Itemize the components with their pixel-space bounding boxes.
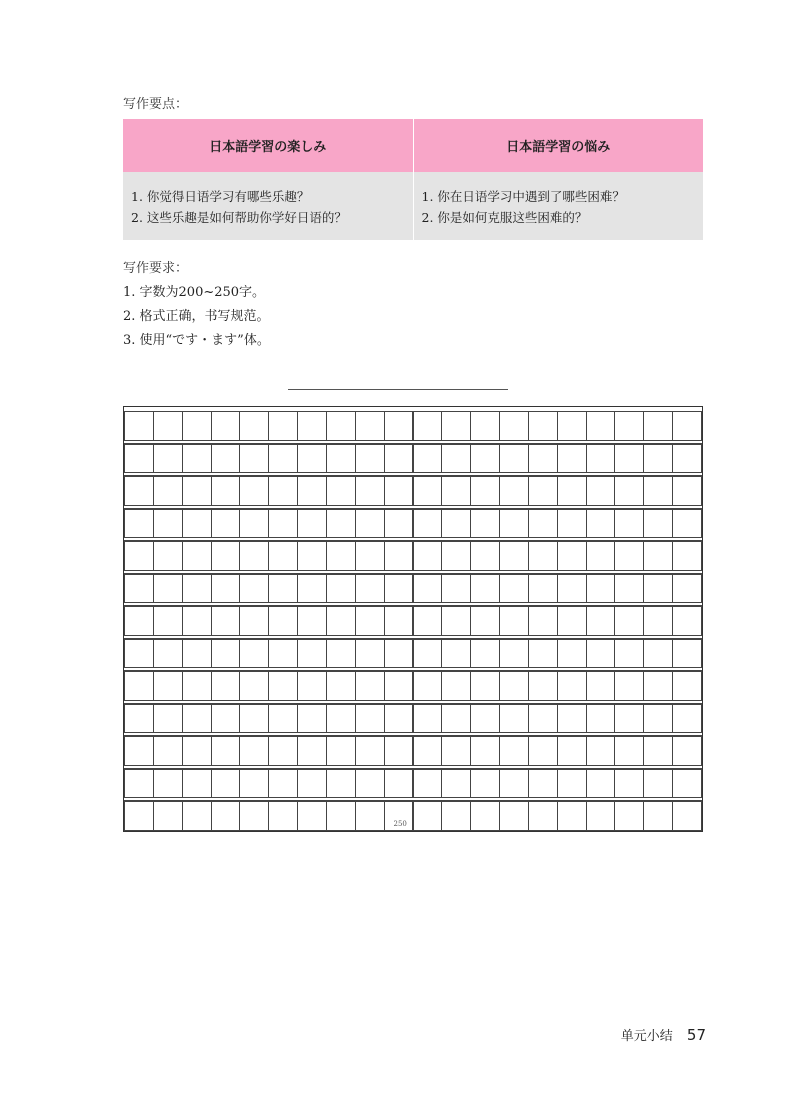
grid-cell[interactable] [355, 639, 385, 669]
grid-cell[interactable] [470, 411, 500, 441]
question-item: 1. 你觉得日语学习有哪些乐趣？ [131, 189, 310, 204]
grid-cell[interactable] [268, 639, 298, 669]
grid-cell[interactable] [586, 574, 616, 604]
grid-cell[interactable] [528, 606, 558, 636]
grid-cell[interactable] [413, 509, 443, 539]
grid-cell[interactable] [182, 606, 212, 636]
grid-cell[interactable] [355, 541, 385, 571]
grid-cell[interactable] [470, 606, 500, 636]
grid-cell[interactable] [297, 639, 327, 669]
troubles-questions [413, 172, 703, 240]
grid-cell[interactable] [355, 444, 385, 474]
grid-cell[interactable] [297, 509, 327, 539]
grid-cell[interactable] [470, 704, 500, 734]
grid-cell[interactable] [326, 769, 356, 799]
grid-cell[interactable] [124, 509, 154, 539]
requirement-item: 1. 字数为200~250字。 [123, 285, 266, 300]
grid-cell[interactable] [124, 639, 154, 669]
grid-cell[interactable] [355, 606, 385, 636]
grid-cell[interactable] [413, 606, 443, 636]
requirement-item: 3. 使用“です・ます”体。 [123, 333, 270, 348]
grid-cell[interactable] [557, 639, 587, 669]
grid-cell[interactable] [557, 801, 587, 831]
grid-cell[interactable] [586, 541, 616, 571]
grid-cell[interactable] [672, 671, 702, 701]
grid-cell[interactable] [211, 801, 241, 831]
grid-cell[interactable] [268, 476, 298, 506]
grid-cell[interactable] [499, 444, 529, 474]
grid-cell[interactable] [499, 411, 529, 441]
grid-cell[interactable] [614, 411, 644, 441]
grid-cell[interactable] [211, 639, 241, 669]
grid-cell[interactable] [153, 509, 183, 539]
writing-points-label: 写作要点： [123, 97, 189, 112]
writing-requirements-label: 写作要求： [123, 261, 189, 276]
grid-cell[interactable] [326, 574, 356, 604]
grid-cell[interactable] [614, 476, 644, 506]
grid-cell[interactable] [326, 801, 356, 831]
grid-cell[interactable] [470, 801, 500, 831]
question-item: 1. 你在日语学习中遇到了哪些困难？ [421, 189, 625, 204]
grid-cell[interactable] [211, 541, 241, 571]
grid-cell[interactable] [672, 736, 702, 766]
grid-cell[interactable] [672, 444, 702, 474]
grid-cell[interactable] [643, 606, 673, 636]
grid-cell[interactable] [153, 639, 183, 669]
grid-cell[interactable] [297, 606, 327, 636]
grid-cell[interactable] [528, 769, 558, 799]
section-name: 单元小结 [620, 1029, 673, 1044]
grid-cell[interactable] [182, 444, 212, 474]
grid-cell[interactable] [211, 671, 241, 701]
grid-cell[interactable] [239, 411, 269, 441]
grid-cell[interactable] [153, 606, 183, 636]
grid-cell[interactable] [672, 541, 702, 571]
grid-cell[interactable] [182, 574, 212, 604]
grid-cell[interactable] [297, 541, 327, 571]
grid-cell[interactable] [557, 444, 587, 474]
page-number: 57 [686, 1026, 706, 1044]
grid-cell[interactable] [614, 769, 644, 799]
grid-cell[interactable] [211, 476, 241, 506]
grid-cell[interactable] [441, 704, 471, 734]
grid-cell[interactable] [326, 541, 356, 571]
grid-cell[interactable] [268, 444, 298, 474]
grid-cell[interactable] [528, 509, 558, 539]
grid-cell[interactable] [153, 574, 183, 604]
char-count-marker: 250 [393, 820, 407, 828]
grid-cell[interactable] [557, 606, 587, 636]
grid-cell[interactable] [413, 769, 443, 799]
grid-cell[interactable] [672, 411, 702, 441]
grid-cell[interactable] [297, 671, 327, 701]
grid-cell[interactable] [614, 509, 644, 539]
grid-cell[interactable] [643, 736, 673, 766]
grid-cell[interactable] [182, 411, 212, 441]
grid-cell[interactable] [441, 509, 471, 539]
grid-cell[interactable] [182, 671, 212, 701]
grid-cell[interactable] [557, 476, 587, 506]
grid-cell[interactable] [124, 671, 154, 701]
grid-cell[interactable] [557, 769, 587, 799]
grid-cell[interactable] [528, 574, 558, 604]
grid-cell[interactable] [672, 509, 702, 539]
grid-cell[interactable] [153, 801, 183, 831]
grid-cell[interactable] [268, 769, 298, 799]
grid-cell[interactable] [268, 736, 298, 766]
grid-cell[interactable] [470, 541, 500, 571]
grid-cell[interactable] [268, 606, 298, 636]
grid-cell[interactable] [182, 736, 212, 766]
grid-cell[interactable] [413, 671, 443, 701]
grid-cell[interactable] [614, 444, 644, 474]
grid-cell[interactable] [355, 769, 385, 799]
grid-cell[interactable] [470, 444, 500, 474]
grid-cell[interactable] [297, 444, 327, 474]
grid-cell[interactable] [614, 671, 644, 701]
grid-cell[interactable] [499, 509, 529, 539]
grid-cell[interactable] [441, 574, 471, 604]
grid-cell[interactable] [614, 736, 644, 766]
grid-cell[interactable] [268, 411, 298, 441]
grid-cell[interactable] [586, 801, 616, 831]
grid-cell[interactable] [384, 574, 414, 604]
grid-cell[interactable] [384, 769, 414, 799]
grid-cell[interactable] [182, 541, 212, 571]
grid-cell[interactable] [211, 736, 241, 766]
grid-cell[interactable] [153, 736, 183, 766]
grid-cell[interactable] [182, 509, 212, 539]
grid-cell[interactable] [297, 736, 327, 766]
grid-cell[interactable] [384, 704, 414, 734]
grid-cell[interactable] [499, 606, 529, 636]
grid-cell[interactable] [384, 444, 414, 474]
grid-cell[interactable] [384, 476, 414, 506]
composition-grid[interactable] [123, 406, 703, 832]
grid-cell[interactable] [355, 704, 385, 734]
grid-cell[interactable] [326, 411, 356, 441]
grid-cell[interactable] [413, 444, 443, 474]
grid-cell[interactable] [557, 411, 587, 441]
question-item: 2. 你是如何克服这些困难的？ [421, 210, 588, 225]
grid-cell[interactable] [384, 541, 414, 571]
grid-cell[interactable] [643, 801, 673, 831]
enjoyment-questions [123, 172, 413, 240]
grid-cell[interactable] [614, 606, 644, 636]
grid-cell[interactable] [239, 476, 269, 506]
grid-cell[interactable] [211, 574, 241, 604]
grid-cell[interactable] [413, 574, 443, 604]
grid-cell[interactable] [643, 574, 673, 604]
grid-cell[interactable] [182, 801, 212, 831]
grid-cell[interactable] [182, 769, 212, 799]
grid-cell[interactable] [239, 574, 269, 604]
grid-cell[interactable] [211, 444, 241, 474]
grid-cell[interactable] [413, 639, 443, 669]
grid-cell[interactable] [124, 444, 154, 474]
grid-cell[interactable] [124, 769, 154, 799]
grid-cell[interactable] [470, 639, 500, 669]
grid-cell[interactable] [297, 411, 327, 441]
grid-cell[interactable] [499, 476, 529, 506]
grid-cell[interactable] [239, 801, 269, 831]
grid-cell[interactable] [643, 704, 673, 734]
grid-cell[interactable] [528, 704, 558, 734]
grid-cell[interactable] [182, 704, 212, 734]
grid-cell[interactable] [470, 574, 500, 604]
grid-cell[interactable] [124, 411, 154, 441]
grid-cell[interactable] [528, 736, 558, 766]
grid-cell[interactable] [211, 606, 241, 636]
grid-cell[interactable] [499, 639, 529, 669]
grid-cell[interactable] [384, 671, 414, 701]
grid-cell[interactable] [586, 769, 616, 799]
grid-cell[interactable] [441, 541, 471, 571]
grid-cell[interactable] [124, 574, 154, 604]
grid-cell[interactable] [586, 606, 616, 636]
grid-cell[interactable] [528, 639, 558, 669]
grid-cell[interactable] [384, 606, 414, 636]
grid-cell[interactable] [528, 801, 558, 831]
grid-cell[interactable] [297, 704, 327, 734]
grid-cell[interactable] [355, 476, 385, 506]
grid-cell[interactable] [297, 769, 327, 799]
page-footer [0, 1025, 706, 1044]
grid-cell[interactable] [586, 509, 616, 539]
grid-cell[interactable] [211, 411, 241, 441]
grid-cell[interactable] [355, 801, 385, 831]
grid-cell[interactable] [441, 476, 471, 506]
grid-cell[interactable] [355, 509, 385, 539]
grid-cell[interactable] [326, 444, 356, 474]
grid-cell[interactable] [326, 639, 356, 669]
grid-cell[interactable] [614, 639, 644, 669]
grid-cell[interactable] [643, 639, 673, 669]
grid-cell[interactable] [153, 444, 183, 474]
grid-cell[interactable] [326, 509, 356, 539]
grid-cell[interactable] [413, 541, 443, 571]
grid-cell[interactable] [239, 541, 269, 571]
grid-cell[interactable] [499, 736, 529, 766]
grid-cell[interactable] [268, 509, 298, 539]
grid-cell[interactable] [499, 671, 529, 701]
grid-cell[interactable] [441, 801, 471, 831]
grid-cell[interactable] [672, 574, 702, 604]
grid-cell[interactable] [384, 639, 414, 669]
grid-cell[interactable] [643, 769, 673, 799]
grid-cell[interactable] [672, 801, 702, 831]
column-heading-enjoyment: 日本語学習の楽しみ [123, 119, 413, 172]
grid-cell[interactable] [211, 509, 241, 539]
grid-cell[interactable] [326, 476, 356, 506]
grid-cell[interactable] [326, 704, 356, 734]
grid-cell[interactable] [239, 736, 269, 766]
grid-cell[interactable] [211, 769, 241, 799]
grid-cell[interactable] [326, 736, 356, 766]
grid-cell[interactable] [124, 704, 154, 734]
grid-cell[interactable] [586, 639, 616, 669]
grid-cell[interactable] [672, 606, 702, 636]
grid-cell[interactable] [124, 541, 154, 571]
grid-cell[interactable] [268, 671, 298, 701]
grid-cell[interactable] [499, 769, 529, 799]
grid-cell[interactable] [355, 736, 385, 766]
grid-cell[interactable] [614, 704, 644, 734]
grid-cell[interactable] [470, 769, 500, 799]
grid-cell[interactable] [528, 411, 558, 441]
grid-cell[interactable] [557, 541, 587, 571]
grid-cell[interactable] [268, 574, 298, 604]
grid-cell[interactable] [239, 769, 269, 799]
grid-cell[interactable] [672, 476, 702, 506]
question-item: 2. 这些乐趣是如何帮助你学好日语的？ [131, 210, 347, 225]
grid-cell[interactable] [355, 574, 385, 604]
column-heading-troubles: 日本語学習の悩み [413, 119, 703, 172]
grid-cell[interactable] [384, 509, 414, 539]
grid-cell[interactable] [528, 476, 558, 506]
grid-cell[interactable] [643, 411, 673, 441]
grid-cell[interactable] [153, 769, 183, 799]
grid-cell[interactable] [586, 704, 616, 734]
grid-cell[interactable] [614, 541, 644, 571]
grid-cell[interactable] [153, 476, 183, 506]
grid-cell[interactable] [557, 704, 587, 734]
grid-cell[interactable] [643, 541, 673, 571]
grid-cell[interactable] [297, 476, 327, 506]
grid-cell[interactable] [557, 509, 587, 539]
grid-cell[interactable] [441, 639, 471, 669]
grid-cell[interactable] [441, 444, 471, 474]
grid-cell[interactable] [528, 541, 558, 571]
grid-cell[interactable] [413, 411, 443, 441]
grid-cell[interactable] [326, 671, 356, 701]
grid-cell[interactable] [413, 704, 443, 734]
grid-cell[interactable] [124, 606, 154, 636]
grid-cell[interactable] [672, 769, 702, 799]
grid-cell[interactable] [672, 639, 702, 669]
grid-cell[interactable] [586, 444, 616, 474]
requirements-list [123, 281, 270, 353]
grid-cell[interactable] [239, 509, 269, 539]
grid-cell[interactable] [297, 574, 327, 604]
grid-cell[interactable] [470, 671, 500, 701]
essay-title-line[interactable] [288, 389, 508, 390]
grid-cell[interactable] [470, 509, 500, 539]
grid-cell[interactable] [182, 639, 212, 669]
grid-cell[interactable] [239, 704, 269, 734]
grid-cell[interactable] [355, 411, 385, 441]
grid-cell[interactable] [643, 671, 673, 701]
grid-cell[interactable] [239, 639, 269, 669]
grid-cell[interactable] [499, 801, 529, 831]
grid-cell[interactable] [297, 801, 327, 831]
grid-cell[interactable] [153, 541, 183, 571]
grid-cell[interactable] [586, 736, 616, 766]
grid-cell[interactable] [586, 411, 616, 441]
grid-cell[interactable] [557, 671, 587, 701]
grid-cell[interactable] [268, 704, 298, 734]
grid-cell[interactable] [528, 671, 558, 701]
grid-cell[interactable] [355, 671, 385, 701]
grid-cell[interactable] [643, 476, 673, 506]
grid-cell[interactable] [124, 476, 154, 506]
grid-cell[interactable] [643, 509, 673, 539]
grid-cell[interactable] [239, 606, 269, 636]
grid-cell[interactable] [153, 671, 183, 701]
grid-cell[interactable] [499, 574, 529, 604]
grid-cell[interactable] [124, 801, 154, 831]
grid-cell[interactable] [211, 704, 241, 734]
grid-cell[interactable] [268, 801, 298, 831]
grid-cell[interactable] [441, 671, 471, 701]
grid-cell[interactable] [153, 411, 183, 441]
grid-cell[interactable] [239, 671, 269, 701]
grid-cell[interactable] [557, 574, 587, 604]
grid-cell[interactable] [586, 476, 616, 506]
grid-cell[interactable] [182, 476, 212, 506]
grid-cell[interactable] [614, 801, 644, 831]
grid-cell[interactable] [441, 411, 471, 441]
writing-points-table [123, 119, 703, 240]
grid-cell[interactable] [413, 476, 443, 506]
grid-cell[interactable] [586, 671, 616, 701]
grid-cell[interactable] [441, 736, 471, 766]
grid-cell[interactable] [384, 736, 414, 766]
grid-cell[interactable] [268, 541, 298, 571]
grid-cell[interactable] [557, 736, 587, 766]
grid-cell[interactable] [153, 704, 183, 734]
grid-cell[interactable] [413, 736, 443, 766]
grid-cell[interactable] [384, 411, 414, 441]
requirement-item: 2. 格式正确，书写规范。 [123, 309, 270, 324]
grid-cell[interactable] [470, 736, 500, 766]
grid-cell[interactable] [643, 444, 673, 474]
grid-cell[interactable] [441, 606, 471, 636]
grid-cell[interactable] [326, 606, 356, 636]
grid-cell[interactable] [528, 444, 558, 474]
grid-cell[interactable] [614, 574, 644, 604]
grid-cell[interactable] [413, 801, 443, 831]
grid-cell[interactable] [441, 769, 471, 799]
grid-cell[interactable] [239, 444, 269, 474]
grid-cell[interactable] [672, 704, 702, 734]
grid-cell[interactable] [499, 541, 529, 571]
grid-cell[interactable] [124, 736, 154, 766]
grid-cell[interactable] [499, 704, 529, 734]
grid-cell[interactable] [470, 476, 500, 506]
